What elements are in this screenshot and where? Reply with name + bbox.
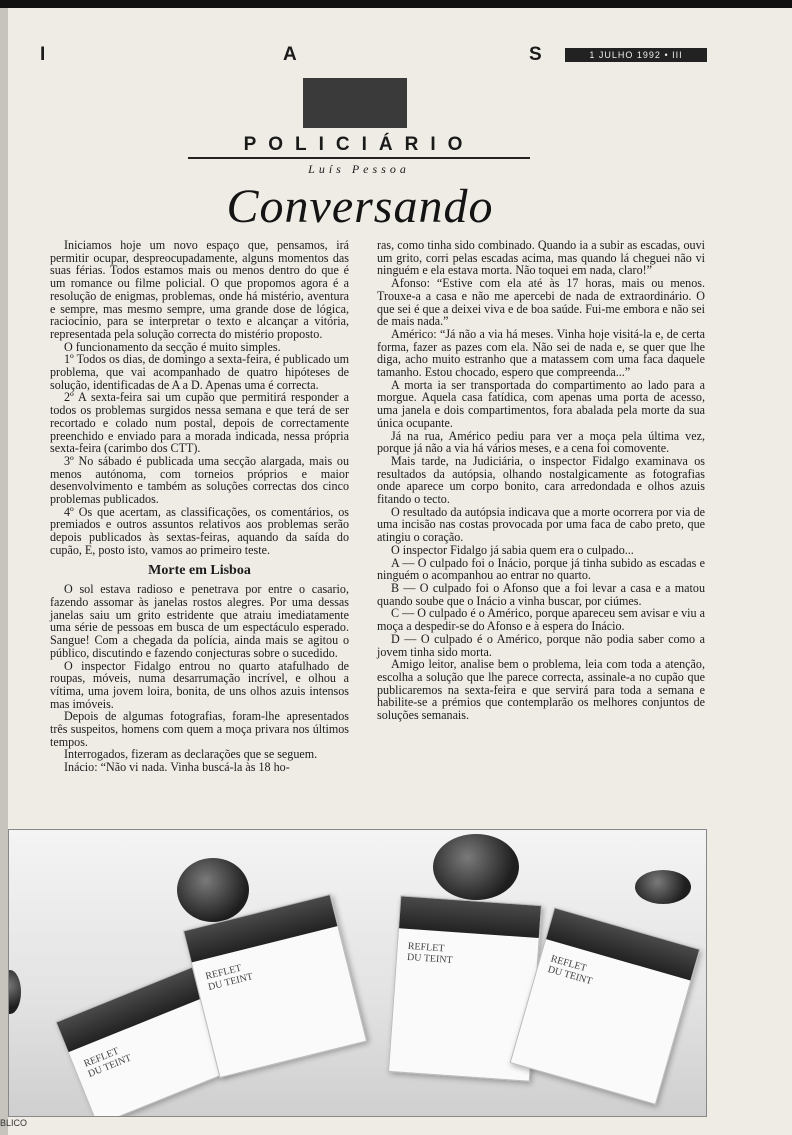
page-footer: BLICO bbox=[0, 1118, 28, 1128]
paragraph: Interrogados, fizeram as declarações que se seguem. bbox=[64, 747, 318, 762]
bottle-label: REFLET DU TEINT bbox=[406, 940, 453, 967]
paragraph: Américo: “Já não a via há meses. Vinha hoje visitá-la e, de certa forma, fazer as pazes com ela. Não sei de nada e, se quer que lhe diga, acho muito estranho que a matassem com uma faca daquele tamanho. Estou chocado, espero que compreenda...” bbox=[377, 326, 705, 380]
paragraph: Amigo leitor, analise bem o problema, leia com toda a atenção, escolha a solução que lhe parece correcta, assinale-a no cupão que publicaremos na sexta-feira e que servirá para toda a semana e habilite-se a prémios que contemplarão os melhores conjuntos de soluções semanais. bbox=[377, 657, 705, 723]
story-subheading: Morte em Lisboa bbox=[148, 562, 251, 578]
scan-margin bbox=[0, 0, 8, 1135]
paragraph: O inspector Fidalgo entrou no quarto atafulhado de roupas, móveis, numa desarrumação incrível, e olhou a vítima, uma jovem loira, bonita, de uns olhos azuis intensos mas imóveis. bbox=[50, 658, 349, 711]
header-letter-i: I bbox=[40, 44, 46, 65]
section-rule bbox=[188, 157, 530, 159]
bottle-label: REFLET DU TEINT bbox=[82, 1045, 133, 1080]
bottle-label: REFLET DU TEINT bbox=[546, 953, 594, 988]
paragraph: Inácio: “Não vi nada. Vinha buscá-la às 18 ho- bbox=[64, 760, 290, 775]
header-date: 1 JULHO 1992 • III bbox=[565, 48, 707, 62]
paragraph: O sol estava radioso e penetrava por entre o casario, fazendo assomar às janelas rostos alegres. Por uma dessas janelas saiu um grito estridente que atraiu imediatamente uma série de pessoas em busca de um espectáculo esperado. Sangue! Com a chegada da polícia, ainda mais se agitou o público, discutindo e fazendo conjecturas sobre o sucedido. bbox=[50, 582, 349, 660]
paragraph: O inspector Fidalgo já sabia quem era o culpado... bbox=[391, 542, 634, 557]
article-column-2 bbox=[377, 239, 705, 722]
article-headline: Conversando bbox=[226, 180, 494, 233]
answer-option-b: B — O culpado foi o Afonso que a foi levar a casa e a matou quando soube que o Inácio a vinha buscar, por ciúmes. bbox=[377, 580, 705, 608]
advertisement-photo bbox=[8, 829, 707, 1117]
decor-sphere bbox=[433, 834, 519, 900]
paragraph: Iniciamos hoje um novo espaço que, pensamos, irá permitir ocupar, despreocupadamente, alguns momentos das suas férias. Todos estamos mais ou menos dentro do que é um romance ou filme policial. O que propomos agora é a resolução de enigmas, problemas, onde há mistério, aventura e sempre, mas mesmo sempre, uma grande dose de lógica, raciocínio, para se interpretar o texto e alcançar a vitória, representada pela solução correcta do mistério proposto. bbox=[50, 238, 349, 341]
header-letter-s: S bbox=[529, 44, 542, 65]
top-border bbox=[0, 0, 792, 8]
paragraph: Já na rua, Américo pediu para ver a moça pela última vez, porque já não a via há vários meses, e a cena foi comovente. bbox=[377, 428, 705, 456]
section-logo-box bbox=[303, 78, 407, 128]
decor-sphere bbox=[177, 858, 249, 922]
paragraph: A morta ia ser transportada do compartimento ao lado para a morgue. Aquela casa fatídica, com apenas uma porta de acesso, uma janela e dois compartimentos, fora abalada pela morte da sua única ocupante. bbox=[377, 377, 705, 430]
page-header bbox=[0, 44, 792, 66]
paragraph: 2º A sexta-feira sai um cupão que permitirá responder a todos os problemas surgidos nessa semana e que terá de ser recortado e colado num postal, depois de correctamente preenchido e enviado para a morada indicada, nessa própria sexta-feira (carimbo dos CTT). bbox=[50, 390, 349, 456]
paragraph: 4º Os que acertam, as classificações, os comentários, os premiados e outros assuntos relativos aos problemas serão depois publicados às sextas-feiras, aquando da saída do cupão, E, posto isto, vamos ao primeiro teste. bbox=[50, 504, 349, 557]
decor-sphere bbox=[8, 970, 21, 1014]
answer-option-a: A — O culpado foi o Inácio, porque já tinha subido as escadas e ninguém o acompanhou ao entrar no quarto. bbox=[377, 555, 705, 583]
paragraph: O funcionamento da secção é muito simples. bbox=[64, 339, 281, 354]
paragraph: Mais tarde, na Judiciária, o inspector Fidalgo examinava os resultados da autópsia, olhando nostalgicamente as fotografias onde aparece um corpo bonito, cara arredondada e olhos azuis fitando o tecto. bbox=[377, 453, 705, 507]
paragraph: Afonso: “Estive com ela até às 17 horas, mais ou menos. Trouxe-a a casa e não me apercebi de nada de extraordinário. O que sei é que a deixei viva e de boa saúde. Fui-me embora e não sei de mais nada.” bbox=[377, 276, 705, 329]
paragraph: O resultado da autópsia indicava que a morte ocorrera por via de uma incisão nas costas provocada por uma faca de cabo preto, que atingiu o coração. bbox=[377, 504, 705, 545]
paragraph: Depois de algumas fotografias, foram-lhe apresentados três suspeitos, homens com quem a moça privara nos últimos tempos. bbox=[50, 709, 349, 749]
answer-option-d: D — O culpado é o Américo, porque não podia saber como a jovem tinha sido morta. bbox=[377, 631, 705, 659]
answer-option-c: C — O culpado é o Américo, porque apareceu sem avisar e viu a moça a despedir-se do Afonso e à espera do Inácio. bbox=[377, 606, 705, 634]
paragraph: 1º Todos os dias, de domingo a sexta-feira, é publicado um problema, que vai acompanhado de quatro hipóteses de solução, identificadas de A a D. Apenas uma é correcta. bbox=[50, 352, 349, 392]
bottle-cap bbox=[399, 896, 541, 938]
paragraph: ras, como tinha sido combinado. Quando ia a subir as escadas, ouvi um grito, corri pelas escadas acima, mas quando lá cheguei não vi ninguém e ela estava morta. Não toquei em nada, claro!” bbox=[377, 238, 705, 278]
decor-sphere bbox=[635, 870, 691, 904]
header-letter-a: A bbox=[283, 44, 297, 65]
article-column-1 bbox=[50, 239, 349, 774]
bottle-label: REFLET DU TEINT bbox=[204, 962, 255, 993]
section-title: POLICIÁRIO bbox=[243, 134, 475, 155]
paragraph: 3º No sábado é publicada uma secção alargada, mais ou menos autónoma, com torneios próprios e maior desenvolvimento e também as soluções correctas dos cinco problemas publicados. bbox=[50, 453, 349, 507]
author-byline: Luís Pessoa bbox=[308, 162, 410, 176]
